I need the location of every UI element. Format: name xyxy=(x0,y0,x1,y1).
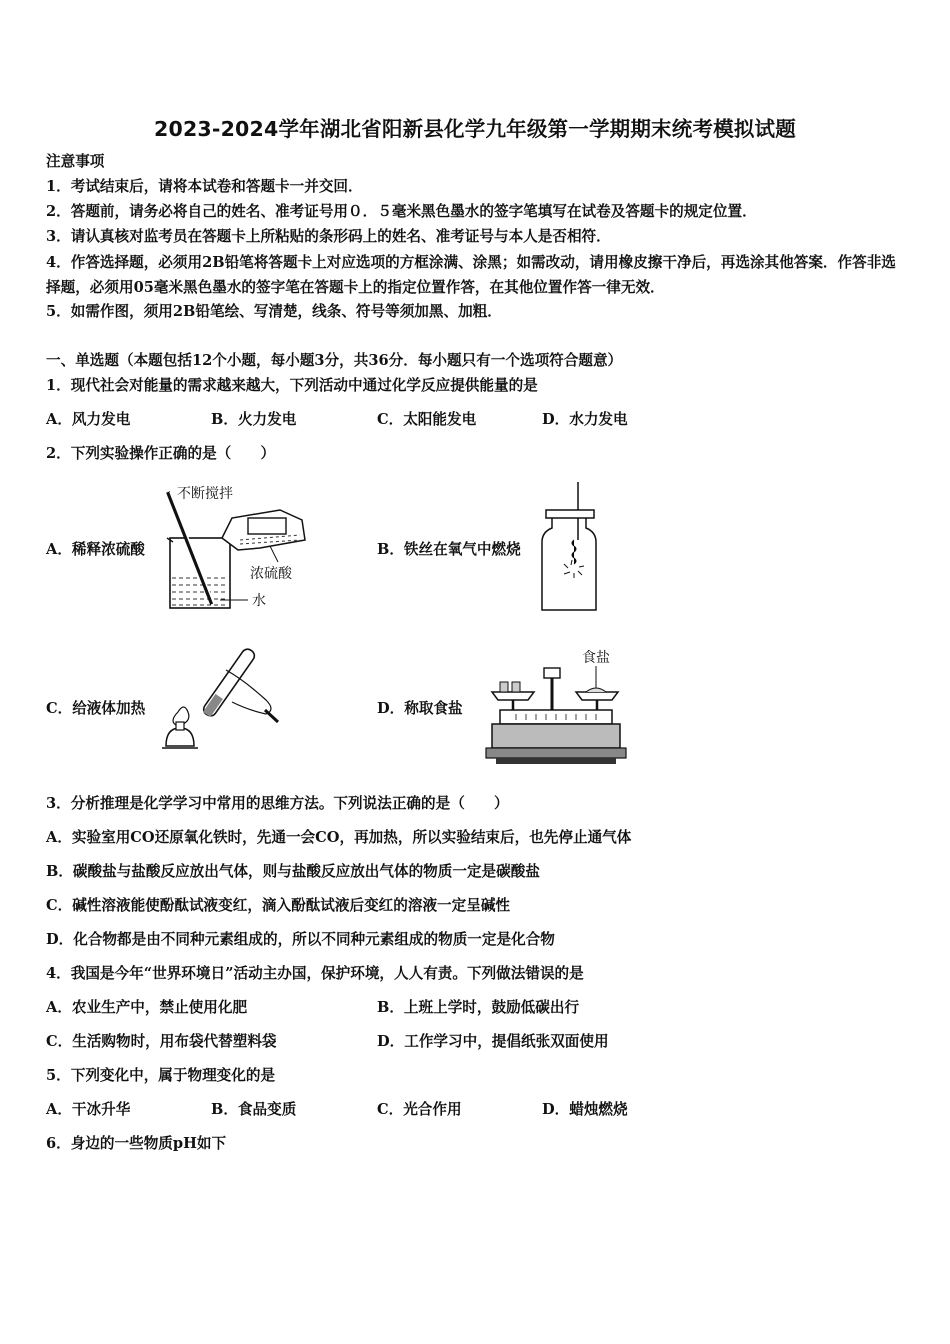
section-heading: 一、单选题（本题包括12个小题，每小题3分，共36分．每小题只有一个选项符合题意） xyxy=(46,352,623,369)
q3-option-a[interactable]: A．实验室用CO还原氧化铁时，先通一会CO，再加热，所以实验结束后，也先停止通气体 xyxy=(46,829,632,846)
q2-option-a[interactable]: A．稀释浓硫酸 xyxy=(46,541,145,558)
q3-option-c[interactable]: C．碱性溶液能使酚酞试液变红，滴入酚酞试液后变红的溶液一定呈碱性 xyxy=(46,897,511,914)
water-label: 水 xyxy=(252,593,266,609)
acid-label: 浓硫酸 xyxy=(250,566,292,582)
notice-heading: 注意事项 xyxy=(46,153,105,170)
notice-item-5: 5．如需作图，须用2B铅笔绘、写清楚，线条、符号等须加黑、加粗． xyxy=(46,303,502,320)
q1-option-a[interactable]: A．风力发电 xyxy=(46,411,131,428)
q2-option-d[interactable]: D．称取食盐 xyxy=(377,700,463,717)
q2-option-c[interactable]: C．给液体加热 xyxy=(46,700,146,717)
q2-option-b[interactable]: B．铁丝在氧气中燃烧 xyxy=(377,541,521,558)
notice-item-1: 1．考试结束后，请将本试卷和答题卡一并交回． xyxy=(46,178,363,195)
q1-option-c[interactable]: C．太阳能发电 xyxy=(377,411,477,428)
q4-option-d[interactable]: D．工作学习中，提倡纸张双面使用 xyxy=(377,1033,609,1050)
q4-option-b[interactable]: B．上班上学时，鼓励低碳出行 xyxy=(377,999,580,1016)
q2-stem: 2．下列实验操作正确的是（ ） xyxy=(46,445,276,462)
iron-burning-figure xyxy=(538,480,603,615)
q4-option-a[interactable]: A．农业生产中，禁止使用化肥 xyxy=(46,999,248,1016)
q5-option-d[interactable]: D．蜡烛燃烧 xyxy=(542,1101,628,1118)
q4-stem: 4．我国是今年“世界环境日”活动主办国，保护环境，人人有责。下列做法错误的是 xyxy=(46,965,584,982)
balance-figure xyxy=(486,648,626,766)
page-title: 2023-2024学年湖北省阳新县化学九年级第一学期期末统考模拟试题 xyxy=(154,117,796,141)
q3-stem: 3．分析推理是化学学习中常用的思维方法。下列说法正确的是（ ） xyxy=(46,795,509,812)
q5-option-a[interactable]: A．干冰升华 xyxy=(46,1101,131,1118)
q3-option-b[interactable]: B．碳酸盐与盐酸反应放出气体，则与盐酸反应放出气体的物质一定是碳酸盐 xyxy=(46,863,540,880)
heating-liquid-figure xyxy=(160,642,285,762)
q5-option-b[interactable]: B．食品变质 xyxy=(211,1101,297,1118)
q5-option-c[interactable]: C．光合作用 xyxy=(377,1101,462,1118)
salt-label: 食盐 xyxy=(582,650,610,666)
q5-stem: 5．下列变化中，属于物理变化的是 xyxy=(46,1067,276,1084)
q1-option-d[interactable]: D．水力发电 xyxy=(542,411,628,428)
q1-stem: 1．现代社会对能量的需求越来越大，下列活动中通过化学反应提供能量的是 xyxy=(46,377,538,394)
q1-option-b[interactable]: B．火力发电 xyxy=(211,411,297,428)
q6-stem: 6．身边的一些物质pH如下 xyxy=(46,1135,227,1152)
notice-item-2: 2．答题前，请务必将自己的姓名、准考证号用０．５毫米黑色墨水的签字笔填写在试卷及答题卡的规定位置． xyxy=(46,203,757,220)
dilute-acid-figure xyxy=(160,480,340,615)
notice-item-4: 4．作答选择题，必须用2B铅笔将答题卡上对应选项的方框涂满、涂黑；如需改动，请用橡皮擦干净后，再选涂其他答案．作答非选择题，必须用05毫米黑色墨水的签字笔在答题卡上的指定位置作答，在其他位置作答一律无效． xyxy=(46,254,896,296)
q3-option-d[interactable]: D．化合物都是由不同种元素组成的，所以不同种元素组成的物质一定是化合物 xyxy=(46,931,555,948)
q4-option-c[interactable]: C．生活购物时，用布袋代替塑料袋 xyxy=(46,1033,277,1050)
stir-label: 不断搅拌 xyxy=(177,486,233,502)
notice-item-3: 3．请认真核对监考员在答题卡上所粘贴的条形码上的姓名、准考证号与本人是否相符． xyxy=(46,228,611,245)
